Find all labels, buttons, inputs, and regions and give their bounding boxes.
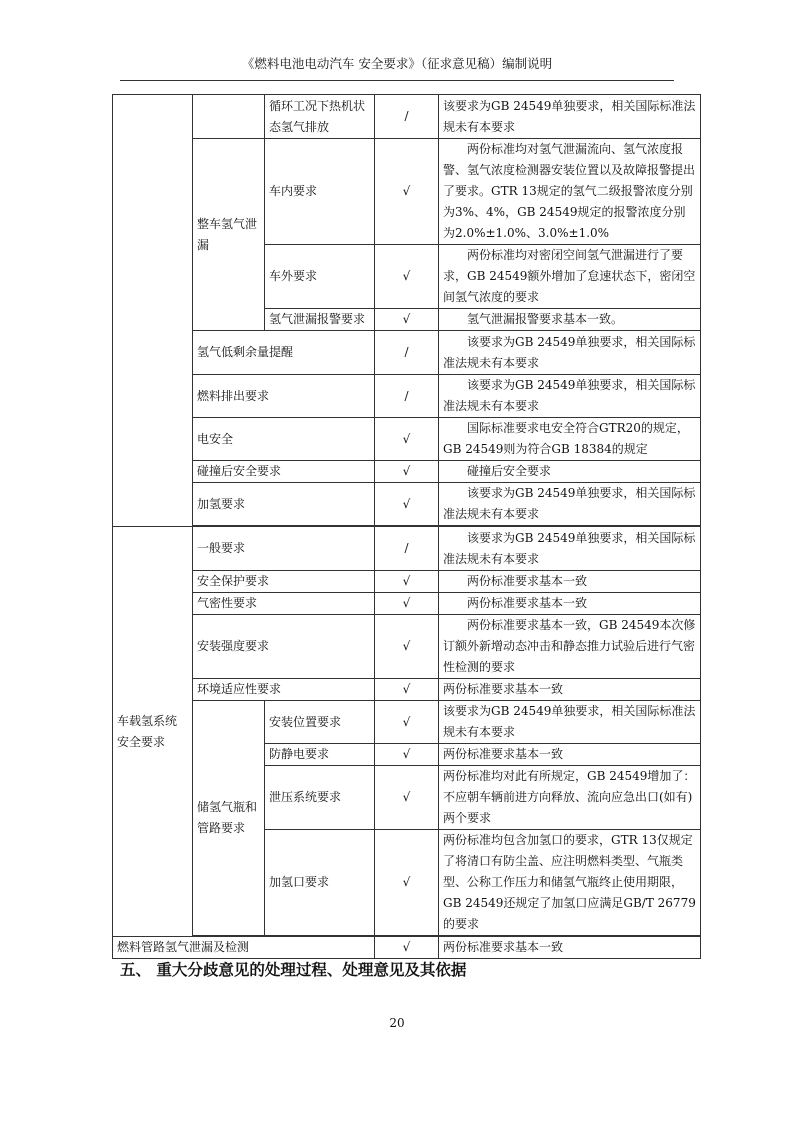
- item-cell: 电安全: [193, 418, 375, 461]
- conformity-mark: √: [375, 615, 439, 679]
- table-row: [113, 615, 701, 679]
- table-row: [113, 701, 701, 744]
- conformity-mark: √: [375, 418, 439, 461]
- description-cell: 两份标准均包含加氢口的要求，GTR 13仅规定了将清口有防尘盖、应注明燃料类型、气瓶类型、公称工作压力和储氢气瓶终止使用期限，GB 24549还规定了加氢口应满足GB/T 26779的要求: [439, 830, 701, 936]
- page-number: 20: [389, 1016, 405, 1030]
- table-row: [113, 461, 701, 483]
- description-cell: 该要求为GB 24549单独要求，相关国际标准法规未有本要求: [439, 331, 701, 375]
- item-cell: 泄压系统要求: [265, 766, 375, 830]
- description-cell: 该要求为GB 24549单独要求，相关国际标准法规未有本要求: [439, 375, 701, 418]
- conformity-mark: /: [375, 95, 439, 139]
- conformity-mark: √: [375, 309, 439, 331]
- table-row: [113, 418, 701, 461]
- item-cell: 车内要求: [265, 139, 375, 245]
- item-cell: 燃料排出要求: [193, 375, 375, 418]
- item-cell: 氢气泄漏报警要求: [265, 309, 375, 331]
- description-cell: 两份标准要求基本一致: [439, 744, 701, 766]
- description-cell: 该要求为GB 24549单独要求，相关国际标准法规未有本要求: [439, 95, 701, 139]
- conformity-mark: √: [375, 701, 439, 744]
- item-cell: 车外要求: [265, 245, 375, 309]
- section-heading: 五、 重大分歧意见的处理过程、处理意见及其依据: [120, 961, 467, 979]
- comparison-table: [112, 94, 701, 959]
- header-rule: [120, 80, 674, 81]
- conformity-mark: √: [375, 937, 439, 959]
- table-row: [113, 937, 701, 959]
- description-cell: 两份标准均对密闭空间氢气泄漏进行了要求，GB 24549额外增加了怠速状态下，密闭空间氢气浓度的要求: [439, 245, 701, 309]
- description-cell: 氢气泄漏报警要求基本一致。: [439, 309, 701, 331]
- item-cell: 燃料管路氢气泄漏及检测: [113, 937, 375, 959]
- description-cell: 两份标准要求基本一致: [439, 593, 701, 615]
- group-cell-empty: [113, 95, 193, 527]
- subgroup-vehicle-leak: 整车氢气泄漏: [193, 139, 265, 331]
- table-row: [113, 679, 701, 701]
- description-cell: 两份标准均对此有所规定，GB 24549增加了：不应朝车辆前进方向释放、流向应急出口(如有)两个要求: [439, 766, 701, 830]
- description-cell: 该要求为GB 24549单独要求，相关国际标准法规未有本要求: [439, 483, 701, 526]
- item-cell: 防静电要求: [265, 744, 375, 766]
- conformity-mark: √: [375, 830, 439, 936]
- table-row: [113, 571, 701, 593]
- table-row: [113, 483, 701, 526]
- item-cell: 氢气低剩余量提醒: [193, 331, 375, 375]
- item-cell: 碰撞后安全要求: [193, 461, 375, 483]
- table-row: [113, 331, 701, 375]
- table-row: [113, 139, 701, 245]
- conformity-mark: √: [375, 461, 439, 483]
- description-cell: 两份标准均对氢气泄漏流向、氢气浓度报警、氢气浓度检测器安装位置以及故障报警提出了要求。GTR 13规定的氢气二级报警浓度分别为3%、4%，GB 24549规定的报警浓度分别为2.0%±1.0%、3.0%±1.0%: [439, 139, 701, 245]
- table-row: [113, 375, 701, 418]
- conformity-mark: /: [375, 331, 439, 375]
- item-cell: 循环工况下热机状态氢气排放: [265, 95, 375, 139]
- item-cell: 安全保护要求: [193, 571, 375, 593]
- description-cell: 该要求为GB 24549单独要求，相关国际标准法规未有本要求: [439, 701, 701, 744]
- description-cell: 两份标准要求基本一致，GB 24549本次修订额外新增动态冲击和静态推力试验后进行气密性检测的要求: [439, 615, 701, 679]
- conformity-mark: √: [375, 593, 439, 615]
- conformity-mark: √: [375, 744, 439, 766]
- item-cell: 安装位置要求: [265, 701, 375, 744]
- conformity-mark: /: [375, 527, 439, 571]
- description-cell: 该要求为GB 24549单独要求，相关国际标准法规未有本要求: [439, 527, 701, 571]
- item-cell: 加氢口要求: [265, 830, 375, 936]
- conformity-mark: √: [375, 766, 439, 830]
- item-cell: 安装强度要求: [193, 615, 375, 679]
- item-cell: 一般要求: [193, 527, 375, 571]
- conformity-mark: √: [375, 245, 439, 309]
- description-cell: 两份标准要求基本一致: [439, 679, 701, 701]
- conformity-mark: /: [375, 375, 439, 418]
- conformity-mark: √: [375, 571, 439, 593]
- description-cell: 两份标准要求基本一致: [439, 937, 701, 959]
- table-row: [113, 95, 701, 139]
- conformity-mark: √: [375, 679, 439, 701]
- table-row: [113, 527, 701, 571]
- item-cell: 环境适应性要求: [193, 679, 375, 701]
- conformity-mark: √: [375, 139, 439, 245]
- group-onboard-hydrogen: 车载氢系统安全要求: [113, 527, 193, 937]
- page-header: 《燃料电池电动汽车 安全要求》（征求意见稿）编制说明: [241, 56, 553, 71]
- description-cell: 碰撞后安全要求: [439, 461, 701, 483]
- description-cell: 两份标准要求基本一致: [439, 571, 701, 593]
- subgroup-cell-empty: [193, 95, 265, 139]
- table-row: [113, 593, 701, 615]
- item-cell: 气密性要求: [193, 593, 375, 615]
- item-cell: 加氢要求: [193, 483, 375, 526]
- conformity-mark: √: [375, 483, 439, 526]
- description-cell: 国际标准要求电安全符合GTR20的规定，GB 24549则为符合GB 18384的规定: [439, 418, 701, 461]
- subgroup-storage: 储氢气瓶和管路要求: [193, 701, 265, 936]
